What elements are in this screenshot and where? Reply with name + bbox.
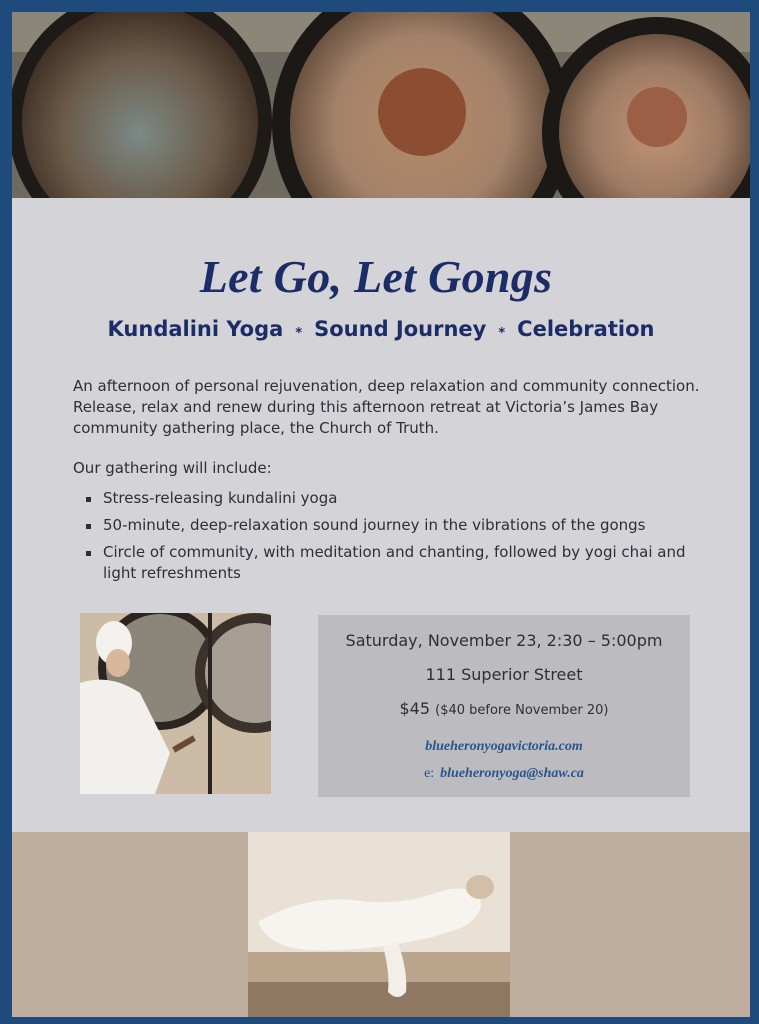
reclining-person-photo (248, 832, 510, 1017)
include-label: Our gathering will include: (73, 459, 272, 477)
separator-icon: * (498, 325, 506, 341)
subtitle-item-yoga: Kundalini Yoga (107, 317, 284, 341)
intro-paragraph: An afternoon of personal rejuvenation, deep relaxation and community connection. Release, relax and renew during this afternoon retreat at Victoria’s James Bay community gathering place, the Church of Truth. (73, 377, 700, 437)
subtitle-item-celebration: Celebration (517, 317, 655, 341)
woman-playing-gong-photo (80, 613, 271, 794)
website-link[interactable]: blueheronyogavictoria.com (425, 739, 583, 754)
email-line (318, 766, 690, 782)
gongs-illustration (12, 12, 750, 198)
activity-list (73, 488, 713, 584)
subtitle (12, 317, 750, 341)
event-date: Saturday, November 23, 2:30 – 5:00pm (345, 631, 663, 650)
list-item: Circle of community, with meditation and chanting, followed by yogi chai and light refreshments (73, 542, 713, 584)
event-price (318, 699, 690, 718)
price-value: $45 (399, 699, 431, 718)
event-address: 111 Superior Street (425, 665, 583, 684)
flyer (12, 12, 750, 1017)
separator-icon: * (295, 325, 303, 341)
gongs-photo (12, 12, 750, 198)
reclining-illustration (248, 832, 510, 1017)
email-prefix: e: (424, 766, 435, 781)
price-note: ($40 before November 20) (435, 703, 609, 718)
email-link[interactable]: blueheronyoga@shaw.ca (440, 766, 584, 781)
list-item: Stress-releasing kundalini yoga (73, 488, 713, 509)
description (73, 376, 713, 590)
event-title: Let Go, Let Gongs (199, 251, 553, 302)
event-details (318, 615, 690, 797)
woman-gong-illustration (80, 613, 271, 794)
list-item: 50-minute, deep-relaxation sound journey in the vibrations of the gongs (73, 515, 713, 536)
subtitle-item-sound: Sound Journey (314, 317, 487, 341)
